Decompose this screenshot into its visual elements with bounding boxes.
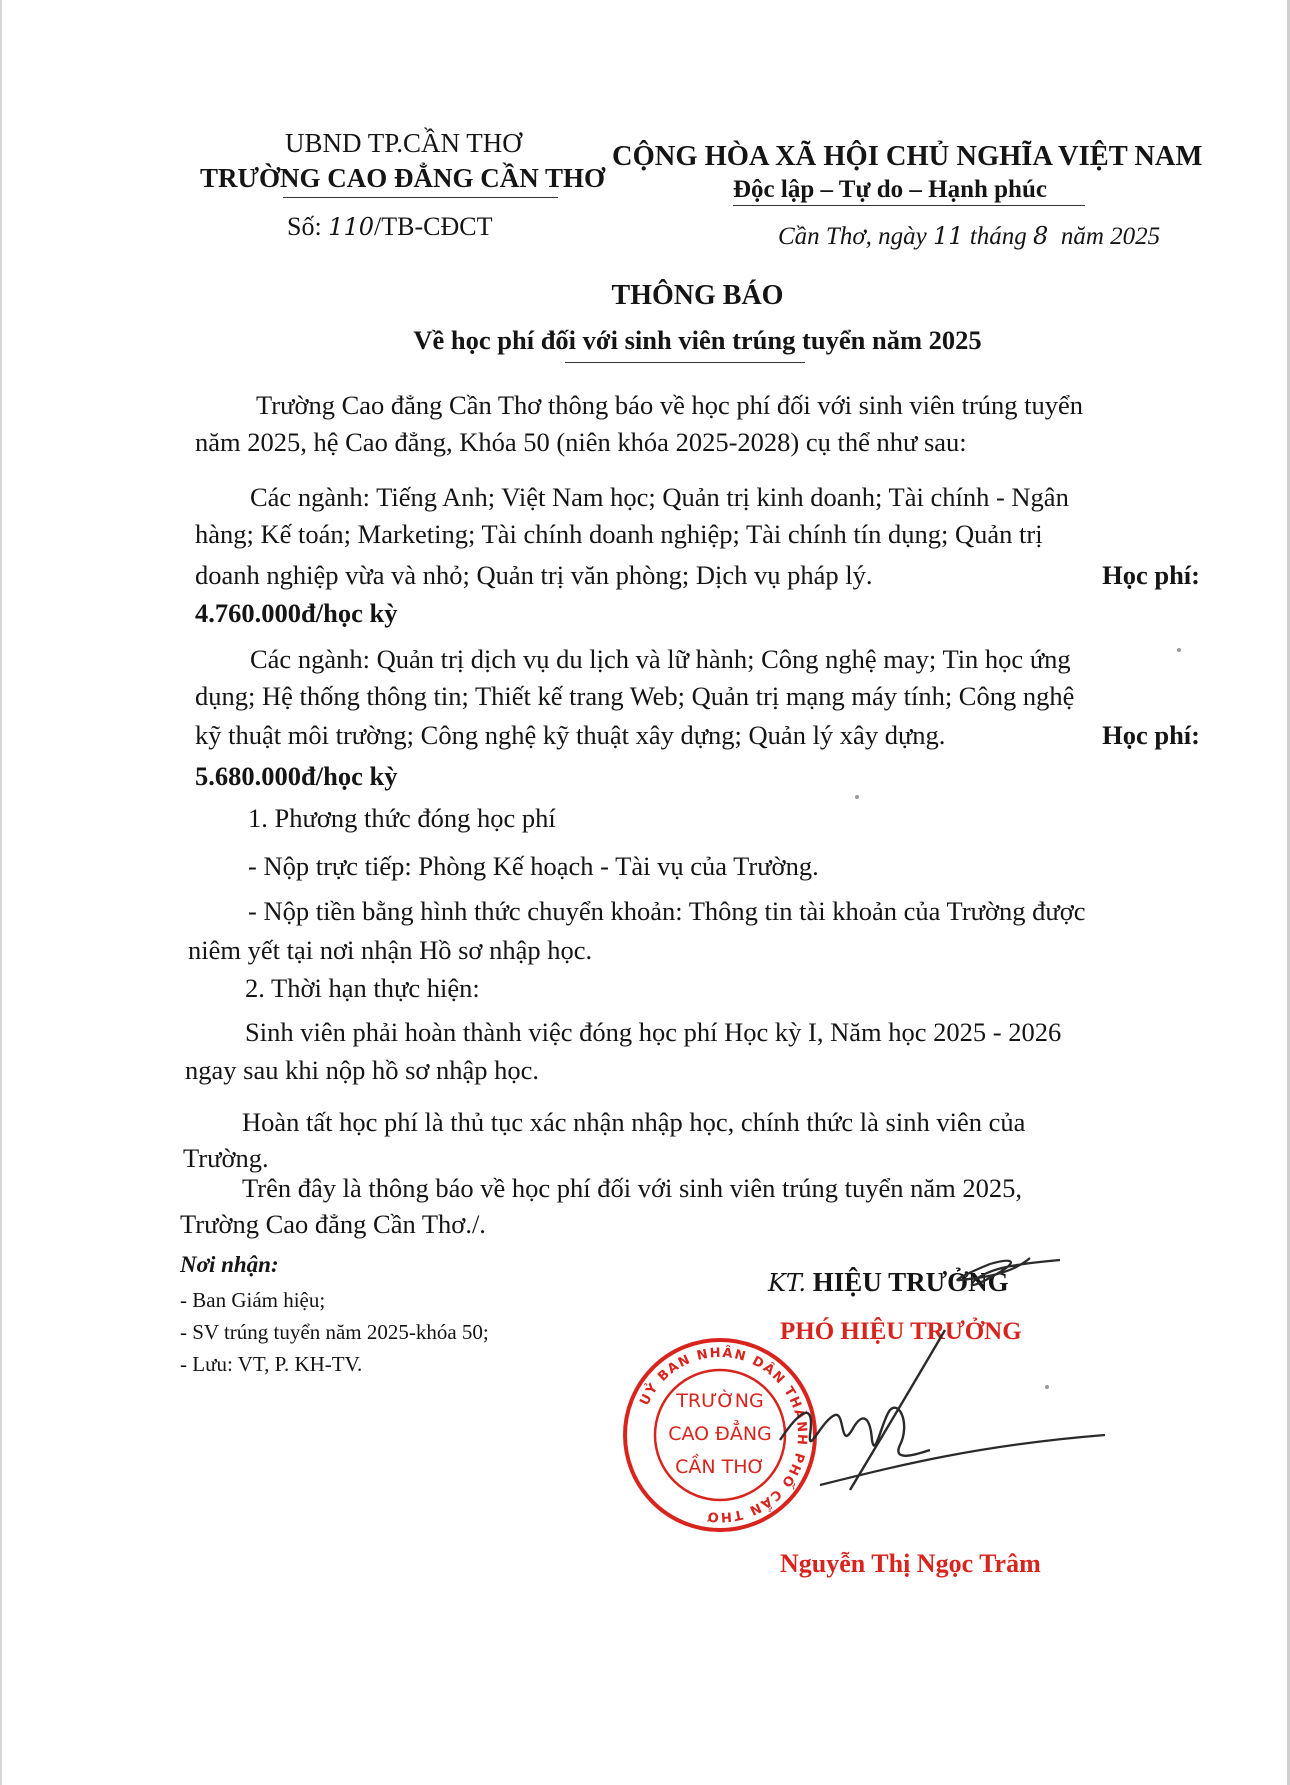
document-title: THÔNG BÁO: [611, 280, 784, 311]
scan-speck: [1045, 1385, 1049, 1389]
document-number: [287, 212, 492, 242]
fee-label-1: Học phí:: [1102, 560, 1200, 590]
agency-name: UBND TP.CẦN THƠ: [285, 128, 522, 158]
section-1-heading: 1. Phương thức đóng học phí: [248, 803, 556, 833]
handwritten-signature: [760, 1250, 1120, 1550]
date-year: năm 2025: [1048, 223, 1161, 250]
group2-line-3: [195, 720, 1200, 751]
fee-amount-2: 5.680.000đ/học kỳ: [195, 761, 398, 791]
scan-speck: [1177, 648, 1181, 652]
recipient-item: - Ban Giám hiệu;: [180, 1288, 326, 1312]
date-month-word: tháng: [963, 223, 1034, 250]
completion-line-1: Hoàn tất học phí là thủ tục xác nhận nhập học, chính thức là sinh viên của: [242, 1107, 1026, 1137]
section-1-direct: - Nộp trực tiếp: Phòng Kế hoạch - Tài vụ của Trường.: [248, 851, 819, 881]
section-2-deadline-1: Sinh viên phải hoàn thành việc đóng học phí Học kỳ I, Năm học 2025 - 2026: [245, 1017, 1062, 1047]
recipient-item: - Lưu: VT, P. KH-TV.: [180, 1352, 363, 1376]
group1-line-1: Các ngành: Tiếng Anh; Việt Nam học; Quản trị kinh doanh; Tài chính - Ngân: [250, 482, 1069, 512]
document-subtitle: Về học phí đối với sinh viên trúng tuyển năm 2025: [413, 325, 982, 355]
date-place: Cần Thơ, ngày: [778, 223, 934, 250]
section-2-deadline-2: ngay sau khi nộp hồ sơ nhập học.: [185, 1055, 540, 1085]
fee-amount-1: 4.760.000đ/học kỳ: [195, 598, 398, 628]
section-1-transfer-1: - Nộp tiền bằng hình thức chuyển khoản: Thông tin tài khoản của Trường được: [248, 896, 1086, 926]
deputy-title: PHÓ HIỆU TRƯỞNG: [780, 1318, 1022, 1345]
document-date: [778, 222, 1160, 251]
date-month: 8: [1033, 222, 1049, 250]
ref-number: 110: [328, 213, 374, 241]
scan-speck: [855, 795, 859, 799]
intro-line-2: năm 2025, hệ Cao đẳng, Khóa 50 (niên khóa 2025-2028) cụ thể như sau:: [195, 427, 967, 457]
national-motto: Độc lập – Tự do – Hạnh phúc: [733, 176, 1047, 203]
recipient-item: - SV trúng tuyển năm 2025-khóa 50;: [180, 1320, 489, 1344]
school-name: TRƯỜNG CAO ĐẲNG CẦN THƠ: [200, 163, 606, 193]
nation-name: CỘNG HÒA XÃ HỘI CHỦ NGHĨA VIỆT NAM: [612, 141, 1203, 172]
seal-text-line-3: CẦN THƠ: [675, 1456, 765, 1478]
seal-text-line-2: CAO ĐẲNG: [668, 1423, 772, 1445]
section-2-heading: 2. Thời hạn thực hiện:: [245, 973, 480, 1003]
on-behalf-mark: KT.: [768, 1269, 807, 1297]
closing-line-2: Trường Cao đẳng Cần Thơ./.: [180, 1209, 486, 1239]
ref-suffix: /TB-CĐCT: [374, 212, 493, 241]
group2-majors-end: kỹ thuật môi trường; Công nghệ kỹ thuật xây dựng; Quản lý xây dựng.: [195, 720, 946, 750]
principal-title: HIỆU TRƯỞNG: [806, 1267, 1009, 1297]
ref-prefix: Số:: [287, 212, 329, 241]
completion-line-2: Trường.: [183, 1143, 269, 1173]
intro-line-1: Trường Cao đẳng Cần Thơ thông báo về học phí đối với sinh viên trúng tuyển: [256, 390, 1084, 420]
motto-underline: [733, 205, 1085, 206]
school-underline: [283, 197, 558, 198]
signer-name: Nguyễn Thị Ngọc Trâm: [780, 1549, 1041, 1578]
group2-line-2: dụng; Hệ thống thông tin; Thiết kế trang Web; Quản trị mạng máy tính; Công nghệ: [195, 681, 1075, 711]
seal-text-line-1: TRƯỜNG: [676, 1390, 764, 1412]
subtitle-underline: [565, 362, 805, 363]
group2-line-1: Các ngành: Quản trị dịch vụ du lịch và lữ hành; Công nghệ may; Tin học ứng: [250, 644, 1071, 674]
seal-ring-text: UỶ BAN NHÂN DÂN THÀNH PHỐ CẦN THƠ: [637, 1345, 810, 1525]
fee-label-2: Học phí:: [1102, 720, 1200, 750]
section-1-transfer-2: niêm yết tại nơi nhận Hồ sơ nhập học.: [188, 935, 593, 965]
group1-line-3: [195, 560, 1200, 591]
closing-line-1: Trên đây là thông báo về học phí đối với sinh viên trúng tuyển năm 2025,: [242, 1173, 1022, 1203]
date-day: 11: [933, 222, 964, 250]
recipients-title: Nơi nhận:: [180, 1252, 279, 1277]
group1-majors-end: doanh nghiệp vừa và nhỏ; Quản trị văn phòng; Dịch vụ pháp lý.: [195, 560, 873, 590]
group1-line-2: hàng; Kế toán; Marketing; Tài chính doanh nghiệp; Tài chính tín dụng; Quản trị: [195, 519, 1043, 549]
